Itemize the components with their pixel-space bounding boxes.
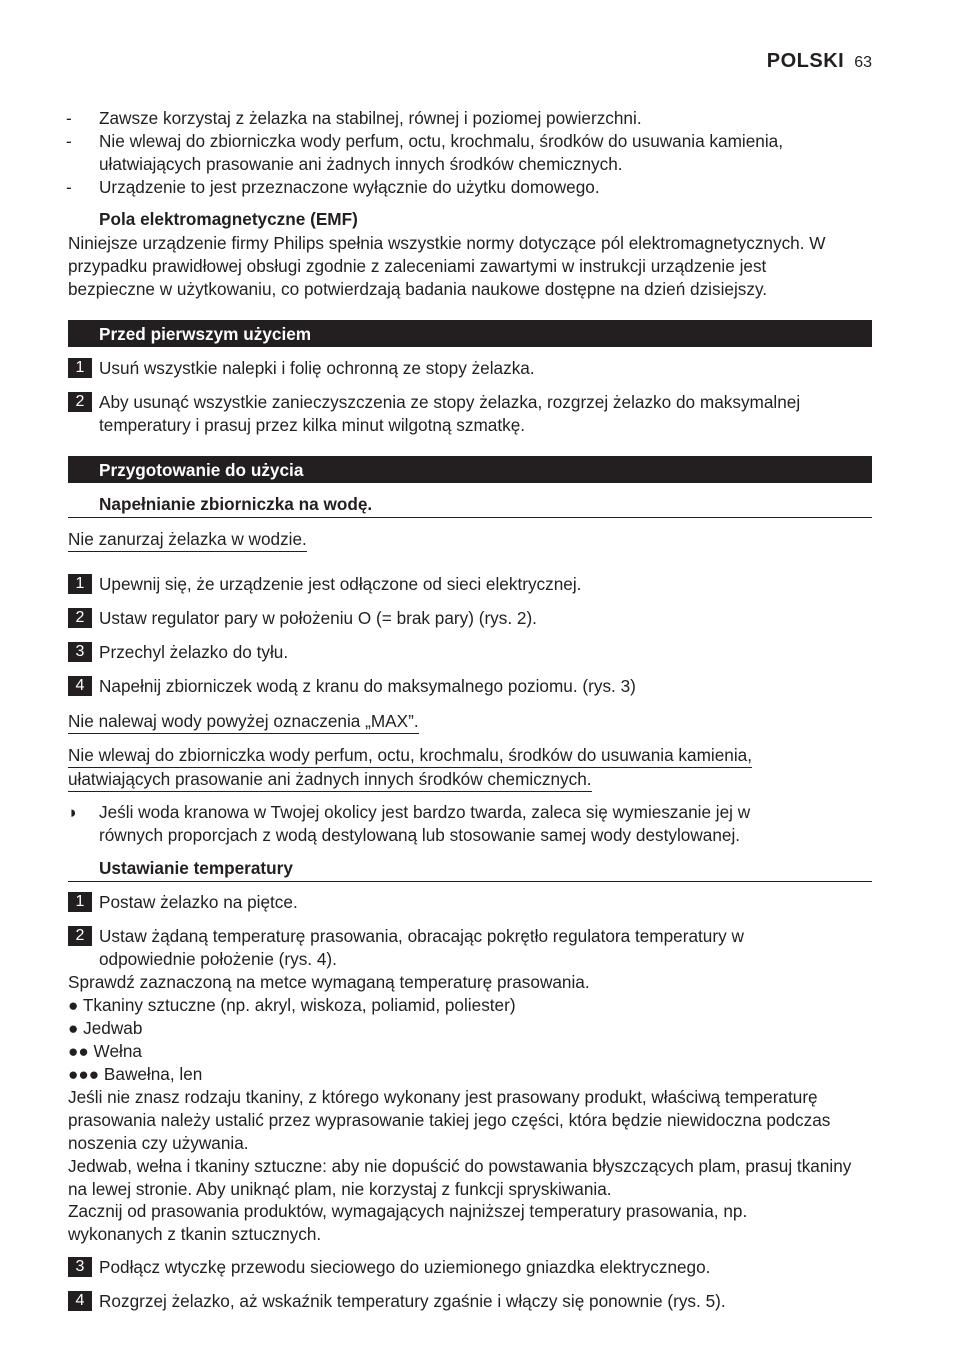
step-item: 1 Upewnij się, że urządzenie jest odłączone od sieci elektrycznej.	[68, 573, 872, 596]
body-line: ● Tkaniny sztuczne (np. akryl, wiskoza, poliamid, poliester)	[68, 995, 516, 1015]
body-line: wykonanych z tkanin sztucznych.	[68, 1224, 322, 1244]
body-line: ●● Wełna	[68, 1041, 142, 1061]
page-number: 63	[854, 54, 872, 71]
body-line: noszenia czy używania.	[68, 1133, 249, 1153]
page-header	[767, 50, 872, 73]
step-item: 2 Ustaw regulator pary w położeniu O (= brak pary) (rys. 2).	[68, 607, 872, 630]
section-heading: Przygotowanie do użycia	[68, 456, 872, 483]
warning-note: Nie nalewaj wody powyżej oznaczenia „MAX”.	[68, 710, 419, 734]
emf-line: bezpieczne w użytkowaniu, co potwierdzają badania naukowe dostępne na dzień dzisiejszy.	[68, 279, 768, 299]
step-item: 4 Rozgrzej żelazko, aż wskaźnik temperatury zgaśnie i włączy się ponownie (rys. 5).	[68, 1290, 872, 1313]
step-item: 3 Podłącz wtyczkę przewodu sieciowego do uziemionego gniazdka elektrycznego.	[68, 1256, 872, 1279]
tip-item: ◗ Jeśli woda kranowa w Twojej okolicy jest bardzo twarda, zaleca się wymieszanie jej w równych proporcjach z wodą destylowaną lub stosowanie samej wody destylowanej.	[68, 802, 751, 845]
list-item-continuation: ułatwiających prasowanie ani żadnych innych środków chemicznych.	[99, 154, 623, 174]
step-item: 4 Napełnij zbiorniczek wodą z kranu do maksymalnego poziomu. (rys. 3)	[68, 675, 872, 698]
emf-title: Pola elektromagnetyczne (EMF)	[99, 209, 358, 229]
body-line: Zacznij od prasowania produktów, wymagających najniższej temperatury prasowania, np.	[68, 1201, 748, 1221]
step-item: 1 Postaw żelazko na piętce.	[68, 891, 872, 914]
language-label: POLSKI	[766, 50, 845, 72]
step-item: 2 Aby usunąć wszystkie zanieczyszczenia ze stopy żelazka, rozgrzej żelazko do maksymalnej temperatury i prasuj przez kilka minut wilgotną szmatkę.	[68, 391, 872, 437]
subsection-heading: Ustawianie temperatury	[68, 857, 872, 882]
warning-note: Nie wlewaj do zbiorniczka wody perfum, octu, krochmalu, środków do usuwania kamienia, ułatwiających prasowanie ani żadnych innych środków chemicznych.	[68, 744, 752, 792]
list-item: - Nie wlewaj do zbiorniczka wody perfum, octu, krochmalu, środków do usuwania kamienia,	[66, 131, 783, 151]
body-line: ● Jedwab	[68, 1018, 143, 1038]
list-item: - Urządzenie to jest przeznaczone wyłącznie do użytku domowego.	[66, 177, 600, 197]
body-line: ●●● Bawełna, len	[68, 1064, 203, 1084]
emf-line: Niniejsze urządzenie firmy Philips spełnia wszystkie normy dotyczące pól elektromagnetycznych. W	[68, 233, 826, 253]
tip-bullet-icon: ◗	[68, 802, 79, 822]
emf-line: przypadku prawidłowej obsługi zgodnie z zaleceniami zawartymi w instrukcji urządzenie jest	[68, 256, 767, 276]
body-line: Sprawdź zaznaczoną na metce wymaganą temperaturę prasowania.	[68, 972, 590, 992]
step-item: 2 Ustaw żądaną temperaturę prasowania, obracając pokrętło regulatora temperatury w odpowiednie położenie (rys. 4).	[68, 925, 872, 971]
body-line: prasowania należy ustalić przez wyprasowanie takiej jego części, która będzie niewidoczna podczas	[68, 1110, 831, 1130]
subsection-heading: Napełnianie zbiorniczka na wodę.	[68, 493, 872, 518]
body-line: Jeśli nie znasz rodzaju tkaniny, z którego wykonany jest prasowany produkt, właściwą temperaturę	[68, 1087, 818, 1107]
section-heading: Przed pierwszym użyciem	[68, 320, 872, 347]
step-item: 3 Przechyl żelazko do tyłu.	[68, 641, 872, 664]
list-item: - Zawsze korzystaj z żelazka na stabilnej, równej i poziomej powierzchni.	[66, 108, 642, 128]
body-line: Jedwab, wełna i tkaniny sztuczne: aby nie dopuścić do powstawania błyszczących plam, prasuj tkaniny	[68, 1156, 852, 1176]
warning-note: Nie zanurzaj żelazka w wodzie.	[68, 528, 307, 552]
step-item: 1 Usuń wszystkie nalepki i folię ochronną ze stopy żelazka.	[68, 357, 872, 380]
body-line: na lewej stronie. Aby uniknąć plam, nie korzystaj z funkcji spryskiwania.	[68, 1179, 612, 1199]
